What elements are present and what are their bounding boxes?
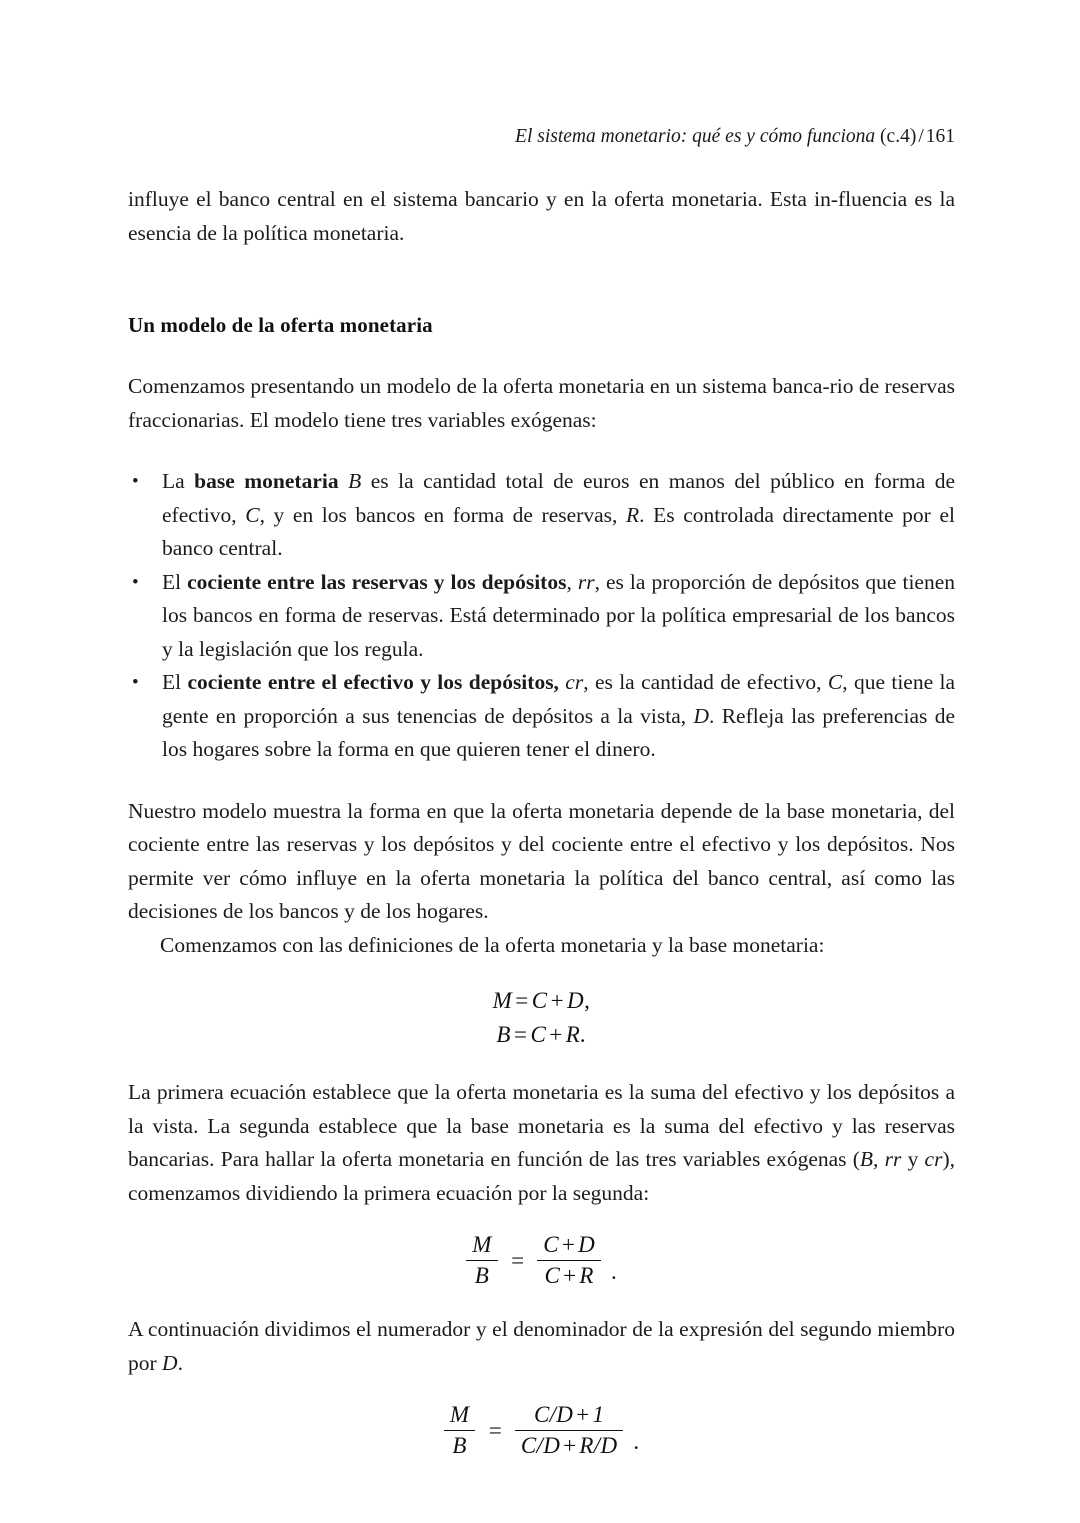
fraction-cd1-over-cdrd xyxy=(515,1402,623,1459)
fraction-numerator xyxy=(537,1232,601,1260)
bullet-icon: • xyxy=(132,471,139,492)
eq3-den-b: R/D xyxy=(579,1433,618,1459)
fraction-m-over-b xyxy=(466,1232,497,1289)
spacer-after-list xyxy=(128,767,955,795)
eq1-term-a-2: C xyxy=(530,1022,547,1047)
eq1-term-a: C xyxy=(531,988,548,1013)
p4-part-c: y xyxy=(901,1147,925,1171)
equation-definitions xyxy=(128,984,955,1052)
bullet-mid-2: , que tiene la gente en proporción a sus tenencias de depósitos a la vista, xyxy=(162,670,955,728)
exogenous-variables-list xyxy=(128,465,955,767)
bullet-lead-bold: base monetaria xyxy=(194,469,339,493)
eq1-plus: + xyxy=(550,988,565,1013)
section-heading: Un modelo de la oferta monetaria xyxy=(128,313,433,337)
bullet-variable-1: B xyxy=(348,469,362,493)
paragraph-indented-text: Comenzamos con las definiciones de la oferta monetaria y la base monetaria: xyxy=(160,932,825,957)
bullet-variable-1: cr xyxy=(565,670,584,694)
equation-row xyxy=(444,1402,639,1459)
list-item xyxy=(128,465,955,566)
paragraph-divide-by-d xyxy=(128,1313,955,1380)
equation-ratio-mb xyxy=(128,1232,955,1289)
fraction-m-over-b xyxy=(444,1402,475,1459)
p5-part-b: . xyxy=(177,1350,183,1375)
bullet-variable-3: R xyxy=(625,502,640,527)
list-item-text xyxy=(162,666,955,767)
bullet-icon: • xyxy=(132,571,139,593)
p4-variable-rr: rr xyxy=(884,1147,902,1171)
bullet-lead-bold: cociente entre las reservas y los depósitos xyxy=(187,569,567,594)
bullet-mid-2: , y en los bancos en forma de reservas, xyxy=(259,502,626,527)
running-head xyxy=(128,124,955,150)
bullet-mid-1: es la cantidad total de euros en manos del público en forma de efectivo, xyxy=(162,469,956,527)
p5-variable-d: D xyxy=(162,1350,178,1375)
bullet-lead-plain: El xyxy=(162,569,188,594)
equation-row xyxy=(466,1232,617,1289)
spacer-before-list xyxy=(128,437,955,465)
eq1-term-b: D, xyxy=(567,988,591,1013)
eq3-num-b: 1 xyxy=(592,1402,605,1428)
fraction-numerator: M xyxy=(472,1232,492,1257)
spacer-before-equation-2 xyxy=(128,1210,955,1232)
fraction-numerator xyxy=(528,1402,610,1430)
equation-ratio-normalized xyxy=(128,1402,955,1459)
eq3-num-plus: + xyxy=(576,1402,590,1428)
p5-part-a: A continuación dividimos el numerador y el denominador de la expresión del segundo miembro por xyxy=(128,1317,955,1375)
p4-variable-b: B xyxy=(859,1147,874,1171)
eq1-equals: = xyxy=(515,988,529,1013)
bullet-icon: • xyxy=(132,672,139,693)
eq2-den-plus: + xyxy=(563,1263,577,1289)
bullet-variable-3: D xyxy=(693,703,709,728)
equation-line-money-supply xyxy=(128,984,955,1018)
page-number: 161 xyxy=(925,126,955,147)
bullet-tail: . Refleja las preferencias de los hogares sobre la forma en que quieren tener el dinero. xyxy=(162,703,955,761)
fraction-denominator xyxy=(538,1261,599,1289)
eq1-term-b-2: R. xyxy=(565,1022,587,1047)
bullet-mid-1: , es la cantidad de efectivo, xyxy=(583,670,828,694)
fraction-cd-over-cr xyxy=(537,1232,601,1289)
running-head-title: El sistema monetario: qué es y cómo funciona xyxy=(515,126,876,147)
bullet-tail: . Es controlada directamente por el banco central. xyxy=(162,502,955,560)
eq2-num-plus: + xyxy=(561,1232,576,1257)
eq1-lhs-2: B xyxy=(496,1022,511,1047)
eq1-lhs: M xyxy=(492,988,513,1013)
eq1-equals-2: = xyxy=(513,1022,528,1047)
paragraph-main-text: Nuestro modelo muestra la forma en que la oferta monetaria depende de la base monetaria, del cociente entre las reservas y los depósitos y del cociente entre el efectivo y los depósitos. Nos permite ver cómo influye en la oferta monetaria la política del banco central, así como las decisiones de los bancos y de los hogares. xyxy=(128,798,955,923)
p4-part-a: La primera ecuación establece que la oferta monetaria es la suma del efectivo y los depósitos a la vista. La segunda establece que la base monetaria es la suma del efectivo y las reservas bancarias. Para hallar la oferta monetaria en función de las tres variables exógenas ( xyxy=(128,1080,955,1171)
spacer-after-intro xyxy=(128,250,955,310)
eq2-num-a: C xyxy=(543,1232,559,1257)
running-head-chapter: (c.4) xyxy=(880,126,917,147)
bullet-lead-bold: cociente entre el efectivo y los depósitos, xyxy=(187,670,559,694)
bullet-variable-1: rr xyxy=(577,569,595,594)
fraction-denominator: B xyxy=(452,1433,467,1459)
text-column xyxy=(128,183,955,1459)
bullet-lead-plain: La xyxy=(162,469,195,493)
spacer-after-equation-2 xyxy=(128,1289,955,1313)
eq3-num-a: C/D xyxy=(533,1402,574,1428)
paragraph-first-equation-explanation xyxy=(128,1076,955,1210)
p4-part-b: , xyxy=(873,1147,885,1171)
list-item xyxy=(128,566,955,667)
eq3-den-a: C/D xyxy=(520,1433,561,1459)
paragraph-model-intro: Comenzamos presentando un modelo de la oferta monetaria en un sistema banca-rio de reservas fraccionarias. El modelo tiene tres variables exógenas: xyxy=(128,374,955,432)
eq3-den-plus: + xyxy=(563,1433,577,1459)
eq2-den-a: C xyxy=(544,1263,561,1289)
fraction-numerator: M xyxy=(449,1402,470,1428)
bullet-variable-2: C xyxy=(245,502,260,527)
spacer-before-equation-3 xyxy=(128,1380,955,1402)
intro-paragraph: influye el banco central en el sistema bancario y en la oferta monetaria. Esta in-fluencia es la esencia de la política monetaria. xyxy=(128,187,955,245)
fraction-denominator xyxy=(515,1431,623,1459)
bullet-variable-2: C xyxy=(827,670,843,694)
equation-period: . xyxy=(633,1429,640,1455)
bullet-lead-plain: El xyxy=(162,670,188,694)
equation-period: . xyxy=(611,1259,617,1285)
list-item-text: El cociente entre las reservas y los depósitos, rr, es la proporción de depósitos que tienen los bancos en forma de reservas. Está determinado por la política empresarial de los bancos y la legislación que los regula. xyxy=(162,569,956,661)
spacer-before-equation-1 xyxy=(128,962,955,984)
equation-line-monetary-base xyxy=(128,1018,955,1052)
eq2-num-b: D xyxy=(578,1232,596,1257)
running-head-separator: / xyxy=(918,126,924,147)
bullet-mid-1: , es la proporción de depósitos que tienen los bancos en forma de reservas. Está determinado por la política empresarial de los bancos y la legislación que los regula. xyxy=(162,569,956,661)
list-item xyxy=(128,666,955,767)
spacer-after-equation-1 xyxy=(128,1052,955,1076)
p4-variable-cr: cr xyxy=(924,1147,943,1171)
p4-part-d: ), comenzamos dividiendo la primera ecuación por la segunda: xyxy=(128,1147,956,1205)
equals-sign: = xyxy=(487,1417,503,1443)
eq1-plus-2: + xyxy=(549,1022,563,1047)
spacer-after-heading xyxy=(128,340,955,370)
fraction-denominator: B xyxy=(474,1263,490,1289)
list-item-text xyxy=(162,465,955,566)
eq2-den-b: R xyxy=(579,1263,594,1289)
equals-sign: = xyxy=(509,1247,526,1273)
paragraph-model-explanation xyxy=(128,795,955,963)
